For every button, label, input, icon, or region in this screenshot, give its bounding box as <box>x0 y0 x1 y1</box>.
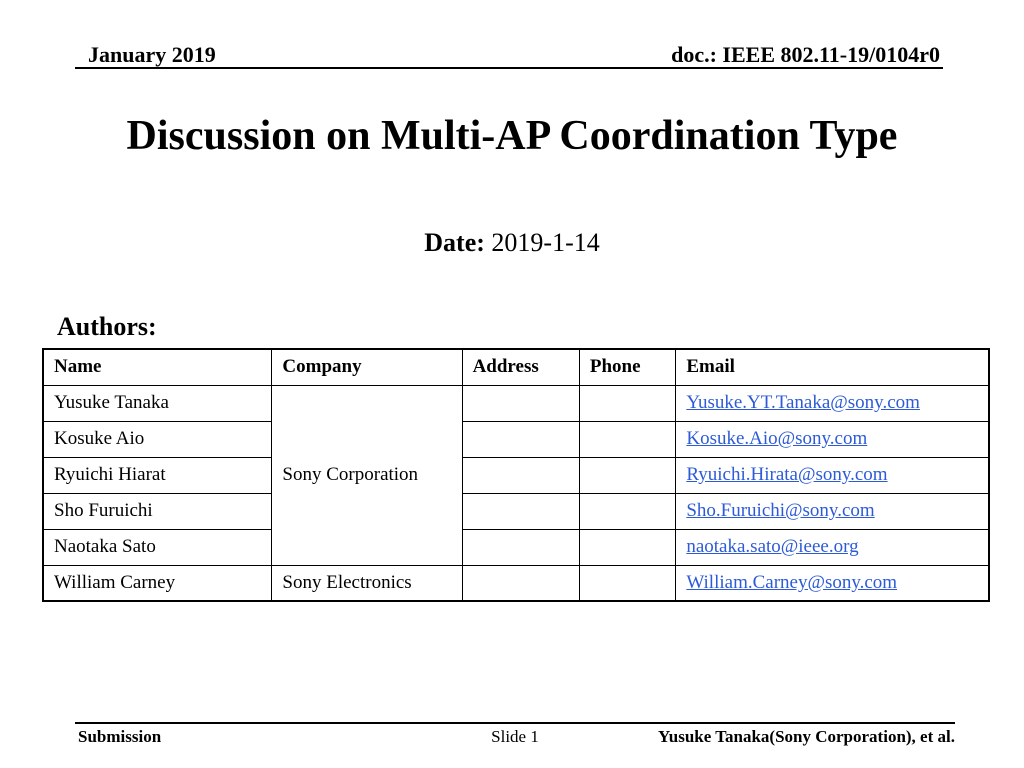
footer-submission-label: Submission <box>78 727 162 746</box>
authors-table <box>42 348 990 602</box>
company-cell: Sony Corporation <box>272 385 462 565</box>
address-cell <box>462 529 579 565</box>
column-header-email: Email <box>676 349 989 385</box>
email-cell <box>676 457 989 493</box>
header-doc-number: doc.: IEEE 802.11-19/0104r0 <box>671 42 940 67</box>
phone-cell <box>579 565 675 601</box>
phone-cell <box>579 493 675 529</box>
address-cell <box>462 565 579 601</box>
table-row <box>43 493 989 529</box>
column-header-address: Address <box>462 349 579 385</box>
email-cell <box>676 529 989 565</box>
table-row <box>43 421 989 457</box>
email-link[interactable]: Kosuke.Aio@sony.com <box>686 428 868 449</box>
address-cell <box>462 421 579 457</box>
date-line <box>0 228 1024 258</box>
date-label: Date: <box>424 228 485 257</box>
address-cell <box>462 385 579 421</box>
phone-cell <box>579 421 675 457</box>
date-value: 2019-1-14 <box>491 228 600 257</box>
email-link[interactable]: naotaka.sato@ieee.org <box>686 536 859 557</box>
footer-slide-number: Slide 1 <box>491 727 539 746</box>
header-rule <box>75 67 943 69</box>
column-header-name: Name <box>43 349 272 385</box>
footer-author-credit: Yusuke Tanaka(Sony Corporation), et al. <box>658 727 955 746</box>
table-header-row <box>43 349 989 385</box>
table-row <box>43 565 989 601</box>
author-name-cell: Kosuke Aio <box>43 421 272 457</box>
author-name-cell: William Carney <box>43 565 272 601</box>
column-header-company: Company <box>272 349 462 385</box>
author-name-cell: Ryuichi Hiarat <box>43 457 272 493</box>
authors-table-head <box>43 349 989 385</box>
email-link[interactable]: Sho.Furuichi@sony.com <box>686 500 875 521</box>
phone-cell <box>579 529 675 565</box>
authors-heading: Authors: <box>57 312 157 341</box>
address-cell <box>462 493 579 529</box>
author-name-cell: Sho Furuichi <box>43 493 272 529</box>
phone-cell <box>579 385 675 421</box>
table-row <box>43 385 989 421</box>
author-name-cell: Yusuke Tanaka <box>43 385 272 421</box>
column-header-phone: Phone <box>579 349 675 385</box>
address-cell <box>462 457 579 493</box>
email-cell <box>676 493 989 529</box>
email-link[interactable]: Ryuichi.Hirata@sony.com <box>686 464 888 485</box>
footer-rule <box>75 722 955 724</box>
email-cell <box>676 421 989 457</box>
table-row <box>43 529 989 565</box>
header-date: January 2019 <box>88 42 216 67</box>
email-cell <box>676 385 989 421</box>
email-link[interactable]: William.Carney@sony.com <box>686 571 898 593</box>
company-cell: Sony Electronics <box>272 565 462 601</box>
phone-cell <box>579 457 675 493</box>
email-cell <box>676 565 989 601</box>
slide-title: Discussion on Multi-AP Coordination Type <box>126 113 898 159</box>
author-name-cell: Naotaka Sato <box>43 529 272 565</box>
authors-table-body <box>43 385 989 601</box>
table-row <box>43 457 989 493</box>
email-link[interactable]: Yusuke.YT.Tanaka@sony.com <box>686 392 920 413</box>
